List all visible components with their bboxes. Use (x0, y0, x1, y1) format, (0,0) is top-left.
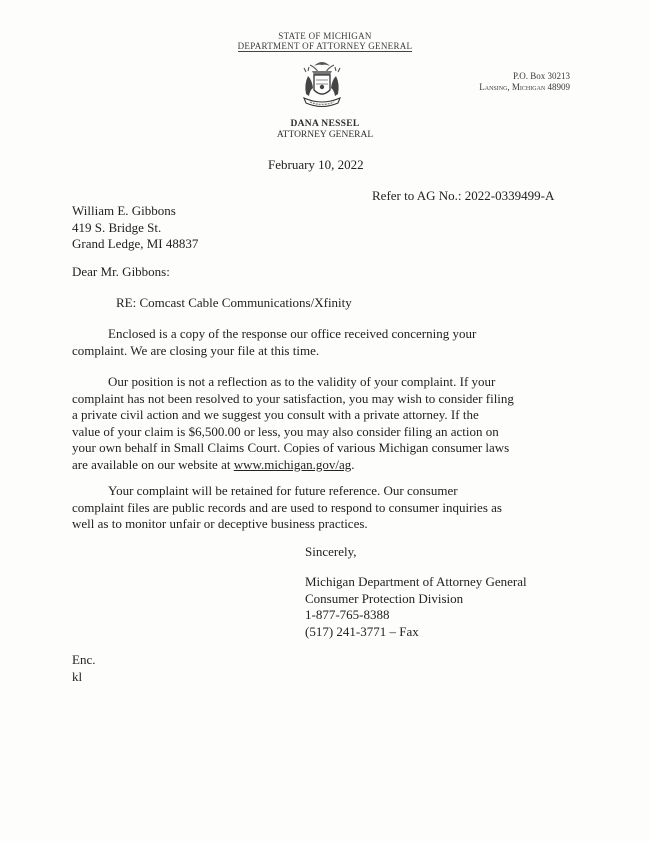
recipient-address (72, 203, 198, 253)
paragraph-3 (72, 483, 502, 533)
typist-initials: kl (72, 668, 83, 684)
paragraph-1 (72, 326, 476, 359)
paragraph-1-line: complaint. We are closing your file at this time. (72, 342, 320, 358)
letterhead-department-text: DEPARTMENT OF ATTORNEY GENERAL (237, 41, 413, 51)
paragraph-2 (72, 374, 514, 473)
reference-number: 2022-0339499-A (464, 188, 555, 203)
recipient-name: William E. Gibbons (72, 203, 176, 218)
seal-elk (305, 76, 313, 96)
enclosure-block (72, 652, 95, 685)
recipient-city: Grand Ledge, MI 48837 (72, 236, 199, 251)
paragraph-2-line: complaint has not been resolved to your satisfaction, you may wish to consider filing (72, 390, 514, 406)
signature-phone: 1-877-765-8388 (305, 607, 390, 622)
official-title: ATTORNEY GENERAL (276, 130, 374, 140)
official-block (0, 119, 650, 141)
official-name: DANA NESSEL (290, 119, 360, 129)
re-line: RE: Comcast Cable Communications/Xfinity (116, 295, 352, 310)
signature-division: Consumer Protection Division (305, 590, 464, 606)
address-city: Lansing, Michigan 48909 (479, 82, 570, 92)
signature-org: Michigan Department of Attorney General (305, 574, 527, 589)
paragraph-2-prefix: are available on our website at (72, 456, 234, 472)
paragraph-2-line: a private civil action and we suggest you consult with a private attorney. If the (72, 407, 479, 422)
enclosure-note: Enc. (72, 652, 96, 667)
paragraph-2-line: value of your claim is $6,500.00 or less, you may also consider filing an action on (72, 423, 499, 439)
letterhead-address (479, 71, 570, 93)
paragraph-3-line: well as to monitor unfair or deceptive business practices. (72, 516, 368, 531)
paragraph-1-line: Enclosed is a copy of the response our office received concerning your (108, 326, 477, 341)
reference-line (372, 188, 554, 205)
letterhead-state: STATE OF MICHIGAN (278, 31, 372, 41)
seal-shield-figure (320, 85, 324, 89)
salutation: Dear Mr. Gibbons: (72, 264, 170, 279)
letterhead-department (0, 41, 650, 51)
letter-date: February 10, 2022 (268, 157, 364, 172)
paragraph-2-line (72, 457, 514, 474)
seal-moose (331, 76, 339, 96)
paragraph-2-suffix: . (351, 456, 355, 472)
seal-shield (314, 75, 330, 94)
seal-eagle (314, 62, 330, 66)
seal-ribbon (304, 98, 340, 107)
recipient-street: 419 S. Bridge St. (72, 219, 162, 235)
closing: Sincerely, (305, 544, 357, 559)
signature-fax: (517) 241-3771 – Fax (305, 623, 419, 639)
signature-block (305, 574, 527, 640)
michigan-state-seal-icon (292, 56, 352, 114)
paragraph-2-line: Our position is not a reflection as to the validity of your complaint. If your (108, 374, 496, 389)
address-po-box: P.O. Box 30213 (512, 71, 570, 81)
paragraph-3-line: Your complaint will be retained for future reference. Our consumer (108, 483, 458, 498)
reference-label: Refer to AG No.: (372, 188, 462, 203)
website-link[interactable]: www.michigan.gov/ag (233, 456, 352, 472)
seal-eagle-wings (310, 65, 334, 72)
paragraph-2-line: your own behalf in Small Claims Court. Copies of various Michigan consumer laws (72, 440, 510, 455)
seal-graphic (292, 56, 352, 114)
paragraph-3-line: complaint files are public records and are used to respond to consumer inquiries as (72, 499, 502, 515)
